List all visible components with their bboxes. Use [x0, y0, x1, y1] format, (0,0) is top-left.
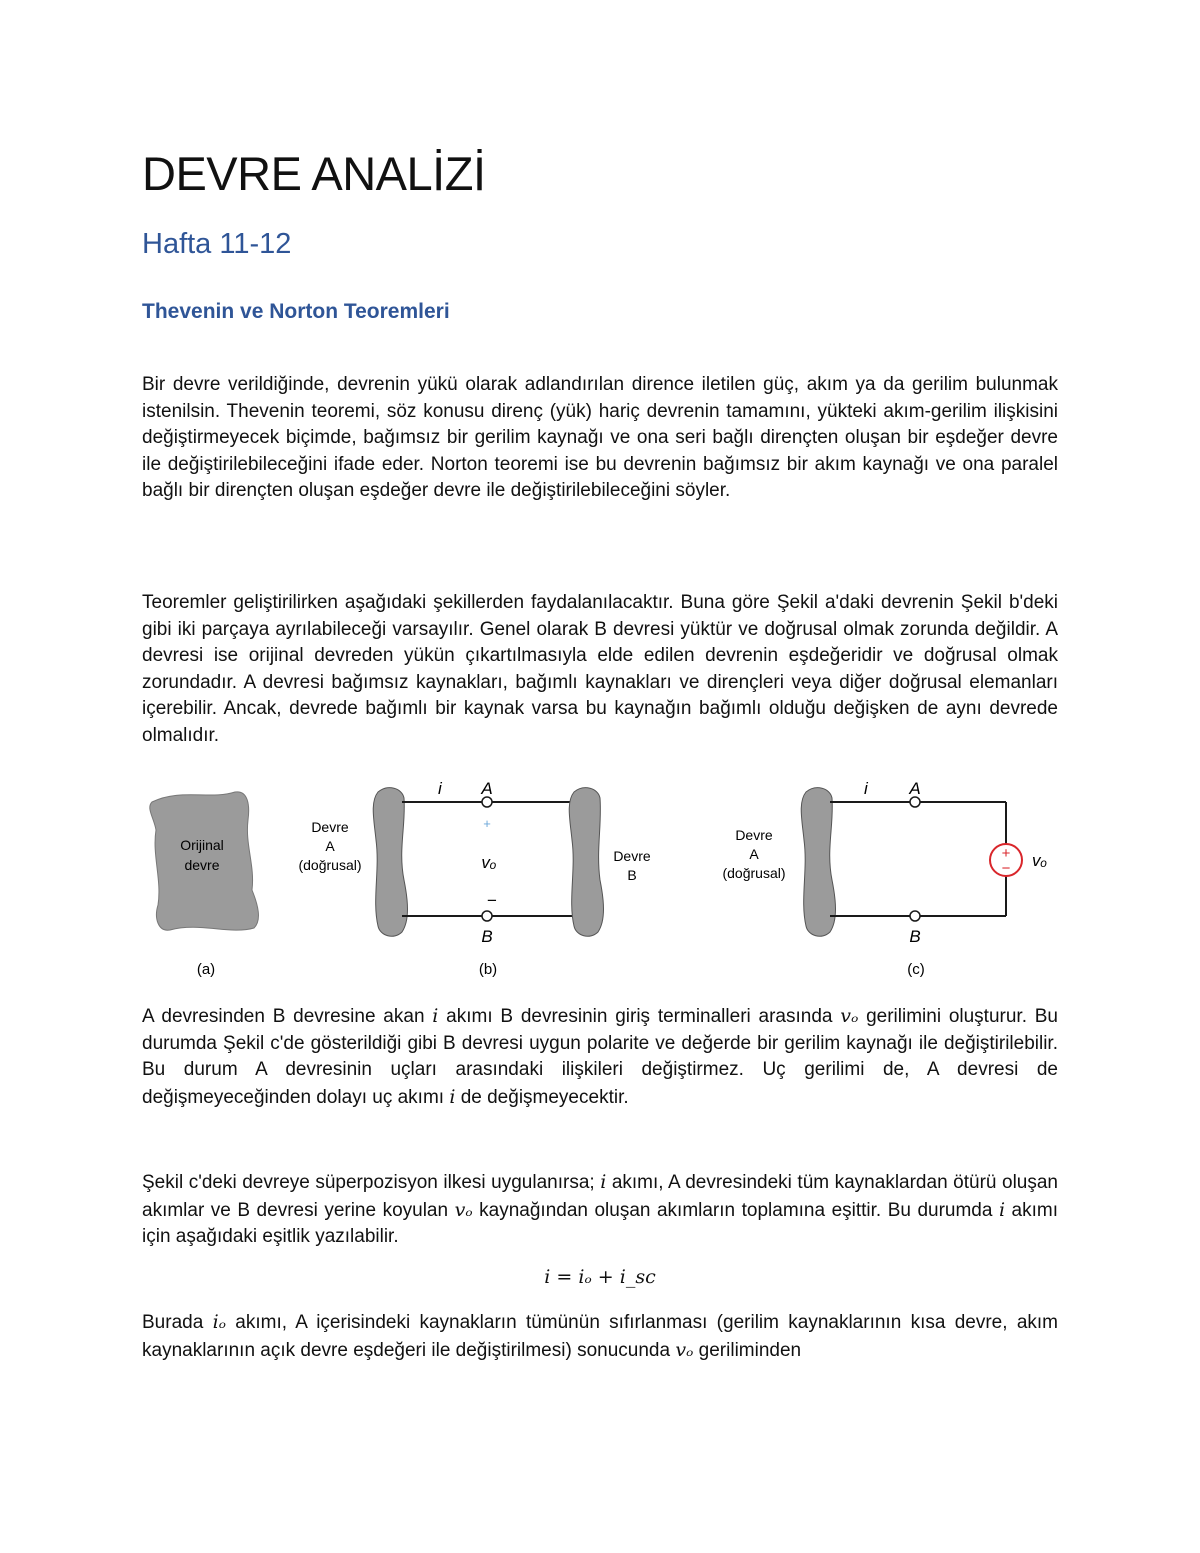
figure-a-caption: (a) [196, 961, 216, 978]
p3-math-vo: vₒ [840, 1005, 859, 1027]
p5-math-vo: vₒ [675, 1338, 694, 1361]
source-plus: + [1001, 845, 1011, 862]
figure-b-left-line3: (doğrusal) [298, 857, 362, 873]
current-label-b: i [438, 779, 442, 798]
p4-math-i-2: i [998, 1198, 1006, 1221]
terminal-b-node [482, 911, 492, 921]
p5-math-io: iₒ [212, 1311, 226, 1333]
paragraph-terminal [142, 1003, 1058, 1111]
circuit-b-blob [569, 788, 603, 937]
p4-math-vo: vₒ [454, 1198, 473, 1221]
terminal-b-node-c [910, 911, 920, 921]
p3-math-i: i [432, 1005, 439, 1027]
p4-text-4: akımı için aşağıdaki eşitlik yazılabilir. [142, 1199, 1058, 1248]
page-subtitle: Hafta 11-12 [142, 228, 292, 260]
p3-text-1: A devresinden B devresine akan [142, 1006, 433, 1027]
p4-text-3: kaynağından oluşan akımların toplamına eşittir. Bu durumda [472, 1199, 999, 1221]
equation-current: i = iₒ + i_sc [544, 1266, 656, 1288]
node-b-label-b: B [481, 927, 493, 946]
figure-c-left-line1: Devre [735, 827, 773, 843]
figure-b-caption: (b) [478, 961, 498, 978]
paragraph-figures: Teoremler geliştirilirken aşağıdaki şekillerden faydalanılacaktır. Buna göre Şekil a'daki devrenin Şekil b'deki gibi iki parçaya ayrılabileceği varsayılır. Genel olarak B devresi yüktür ve doğrusal olmak zorunda değildir. A devresi ise orijinal devreden yükün çıkartılmasıyla elde edilen devrenin eşdeğeridir ve doğrusal olmak zorundadır. A devresi bağımsız kaynakları, bağımlı kaynakları ve dirençleri veya diğer doğrusal elemanları içerebilir. Ancak, devrede bağımlı bir kaynak varsa bu kaynağın bağımlı olduğu değişken de aynı devrede olmalıdır. [142, 592, 1058, 746]
minus-sign-b: − [487, 891, 497, 910]
p5-text-2: akımı, A içerisindeki kaynakların tümünün sıfırlanması (gerilim kaynaklarının kısa devre, akım kaynaklarının açık devre eşdeğeri ile değiştirilmesi) sonucunda [142, 1312, 1058, 1361]
figure-b-left-line2: A [325, 838, 335, 854]
voltage-label-c: vₒ [1032, 851, 1048, 870]
figure-a-label-line2: devre [184, 857, 220, 873]
paragraph-intro: Bir devre verildiğinde, devrenin yükü olarak adlandırılan dirence iletilen güç, akım ya da gerilim bulunmak istenilsin. Thevenin teoremi, söz konusu direnç (yük) hariç devrenin tamamını, yükteki akım-gerilim ilişkisini değiştirmeyecek biçimde, bağımsız bir gerilim kaynağı ve ona seri bağlı dirençten oluşan bir eşdeğer devre ile değiştirilebileceğini ifade eder. Norton teoremi ise bu devrenin bağımsız bir akım kaynağı ve ona paralel bağlı bir dirençten oluşan eşdeğer devre ile değiştirilebileceğini söyler. [142, 374, 1058, 502]
p4-text-1: Şekil c'deki devreye süperpozisyon ilkesi uygulanırsa; [142, 1172, 601, 1193]
node-a-label-b: A [481, 779, 493, 798]
current-label-c: i [864, 779, 868, 798]
circuit-a-blob [373, 788, 407, 937]
paragraph-superposition [142, 1169, 1058, 1251]
terminal-a-node-c [910, 797, 920, 807]
circuit-a-blob-c [801, 788, 835, 937]
figure-c-left-line2: A [749, 846, 759, 862]
section-heading: Thevenin ve Norton Teoremleri [142, 300, 450, 323]
figure-c-left-line3: (doğrusal) [722, 865, 786, 881]
source-minus: − [1001, 860, 1011, 877]
figure-b [298, 779, 650, 978]
p4-text-2: akımı, A devresindeki tüm kaynaklardan ötürü oluşan akımlar ve B devresi yerine koyulan [142, 1172, 1058, 1221]
p3-text-3: gerilimini oluşturur. Bu durumda Şekil c'de gösterildiği gibi B devresi uygun polarite ve değerde bir gerilim kaynağı ile değiştirilebilir. Bu durum A devresinin uçları arasındaki ilişkileri değiştirmez. Uç gerilimi de, A devresi de değişmeyeceğinden dolayı uç akımı [142, 1006, 1058, 1108]
node-a-label-c: A [909, 779, 921, 798]
figure-c-caption: (c) [907, 961, 925, 978]
figure-a [150, 792, 259, 978]
figure-c [722, 779, 1047, 978]
p5-text-3: geriliminden [693, 1339, 802, 1361]
page-title: DEVRE ANALİZİ [142, 147, 486, 200]
node-b-label-c: B [909, 927, 921, 946]
circuit-figure [140, 770, 1060, 985]
figure-a-label-line1: Orijinal [180, 837, 224, 853]
figure-b-right-line1: Devre [613, 848, 651, 864]
terminal-a-node [482, 797, 492, 807]
p3-text-2: akımı B devresinin giriş terminalleri arasında [438, 1006, 841, 1027]
paragraph-burada [142, 1309, 1058, 1364]
p3-text-4: de değişmeyecektir. [455, 1086, 629, 1108]
p5-text-1: Burada [142, 1312, 213, 1333]
figure-b-left-line1: Devre [311, 819, 349, 835]
plus-sign-b: + [483, 816, 491, 831]
voltage-label-b: vₒ [481, 853, 497, 872]
figure-b-right-line2: B [627, 867, 637, 883]
p3-math-i-2: i [449, 1085, 456, 1108]
p4-math-i: i [600, 1171, 607, 1193]
